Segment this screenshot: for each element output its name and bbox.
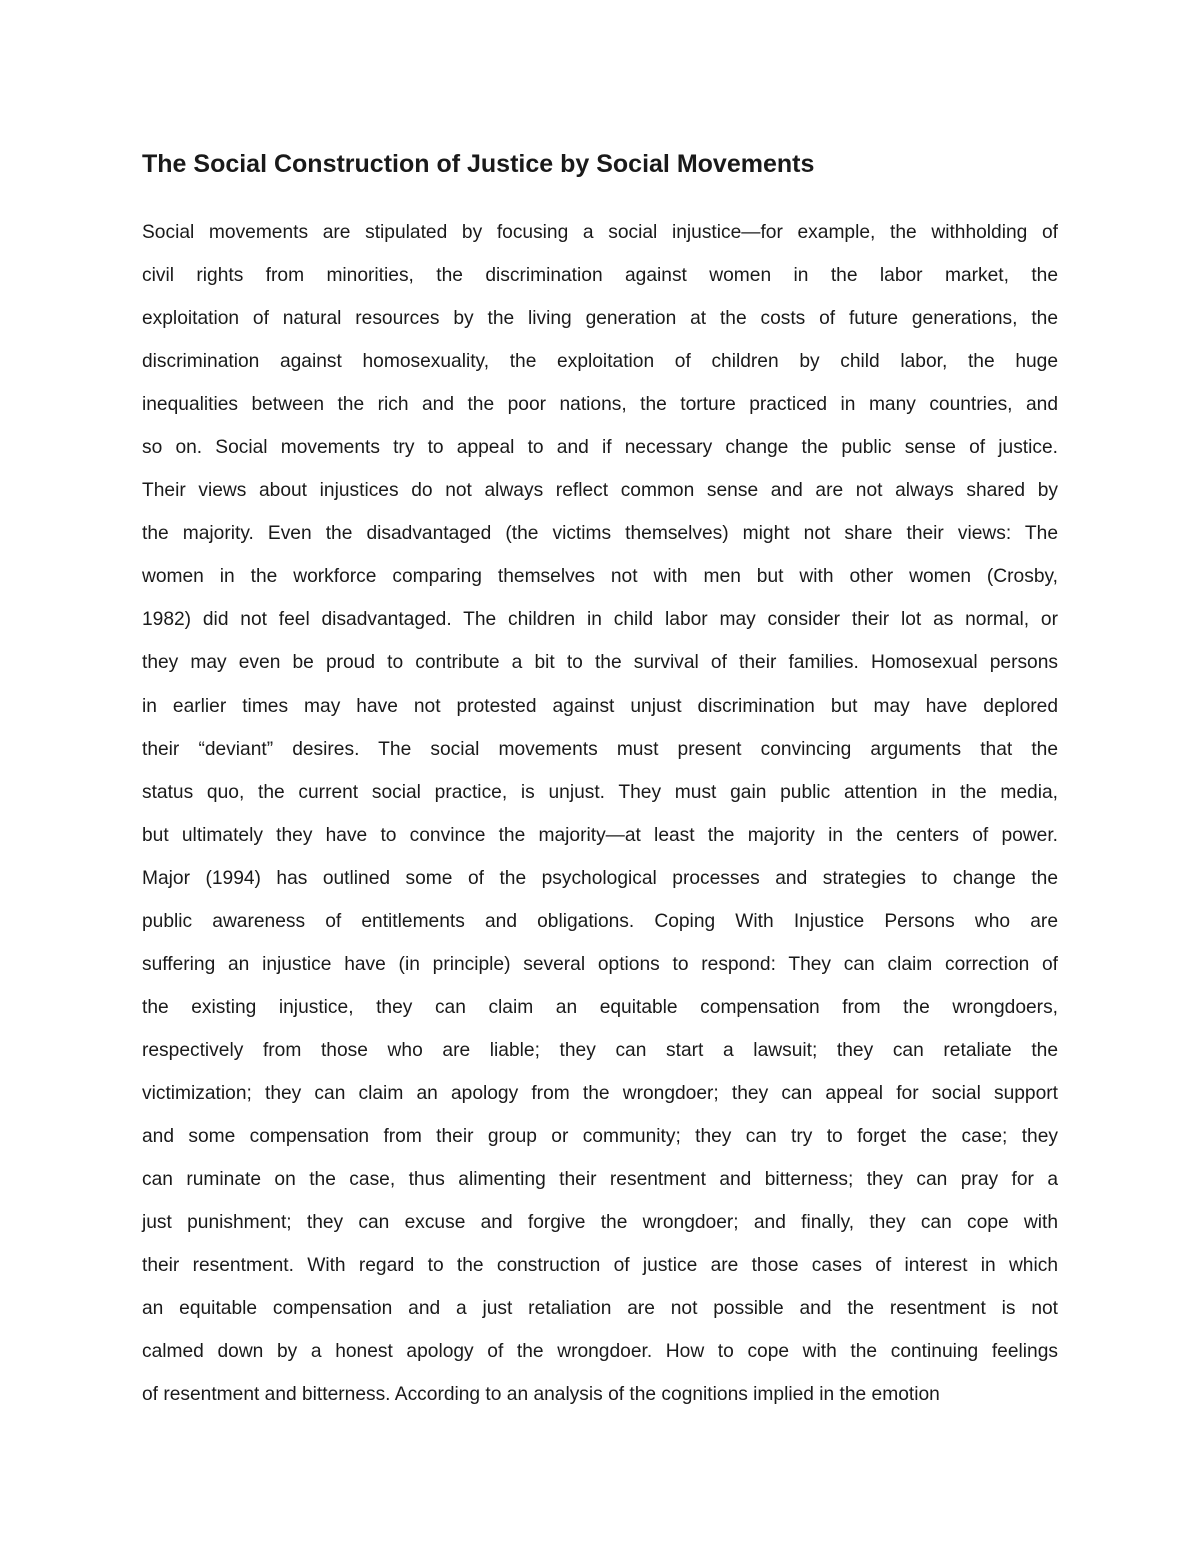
paragraph-line: can ruminate on the case, thus alimenting their resentment and bitterness; they can pray for a: [142, 1169, 1058, 1191]
paragraph-line: Social movements are stipulated by focusing a social injustice—for example, the withholding of: [142, 222, 1058, 243]
paragraph-line: 1982) did not feel disadvantaged. The children in child labor may consider their lot as normal, or: [142, 609, 1058, 631]
paragraph-line: victimization; they can claim an apology from the wrongdoer; they can appeal for social support: [142, 1082, 1058, 1104]
paragraph-line: they may even be proud to contribute a bit to the survival of their families. Homosexual persons: [142, 652, 1058, 674]
paragraph-line: in earlier times may have not protested against unjust discrimination but may have deplored: [142, 695, 1058, 717]
paragraph-line: suffering an injustice have (in principle) several options to respond: They can claim correction of: [142, 953, 1058, 975]
paragraph-line: public awareness of entitlements and obligations. Coping With Injustice Persons who are: [142, 910, 1058, 932]
paragraph-line: Major (1994) has outlined some of the psychological processes and strategies to change the: [142, 867, 1058, 889]
paragraph-line: of resentment and bitterness. According to an analysis of the cognitions implied in the emotion: [142, 1384, 940, 1406]
paragraph-line: their resentment. With regard to the construction of justice are those cases of interest in which: [142, 1255, 1058, 1277]
paragraph-line: an equitable compensation and a just retaliation are not possible and the resentment is not: [142, 1298, 1058, 1320]
paragraph-line: the majority. Even the disadvantaged (the victims themselves) might not share their views: The: [142, 523, 1058, 545]
paragraph-line: calmed down by a honest apology of the wrongdoer. How to cope with the continuing feelings: [142, 1341, 1058, 1363]
document-title: The Social Construction of Justice by Social Movements: [142, 150, 815, 178]
paragraph-line: but ultimately they have to convince the majority—at least the majority in the centers of power.: [142, 824, 1058, 846]
paragraph-line: status quo, the current social practice, is unjust. They must gain public attention in the media,: [142, 781, 1058, 803]
paragraph-line: their “deviant” desires. The social movements must present convincing arguments that the: [142, 738, 1058, 760]
paragraph-line: just punishment; they can excuse and forgive the wrongdoer; and finally, they can cope with: [142, 1212, 1058, 1234]
body-paragraph: [142, 211, 1058, 1416]
paragraph-line: so on. Social movements try to appeal to and if necessary change the public sense of justice.: [142, 437, 1058, 459]
paragraph-line: exploitation of natural resources by the living generation at the costs of future generations, the: [142, 308, 1058, 330]
paragraph-line: discrimination against homosexuality, the exploitation of children by child labor, the huge: [142, 351, 1058, 373]
paragraph-line: inequalities between the rich and the poor nations, the torture practiced in many countries, and: [142, 394, 1058, 416]
paragraph-line: and some compensation from their group or community; they can try to forget the case; they: [142, 1125, 1058, 1147]
paragraph-line: civil rights from minorities, the discrimination against women in the labor market, the: [142, 265, 1058, 287]
paragraph-line: respectively from those who are liable; they can start a lawsuit; they can retaliate the: [142, 1039, 1058, 1061]
paragraph-line: women in the workforce comparing themselves not with men but with other women (Crosby,: [142, 566, 1058, 588]
paragraph-line: the existing injustice, they can claim an equitable compensation from the wrongdoers,: [142, 996, 1058, 1018]
paragraph-line: Their views about injustices do not always reflect common sense and are not always shared by: [142, 480, 1058, 502]
